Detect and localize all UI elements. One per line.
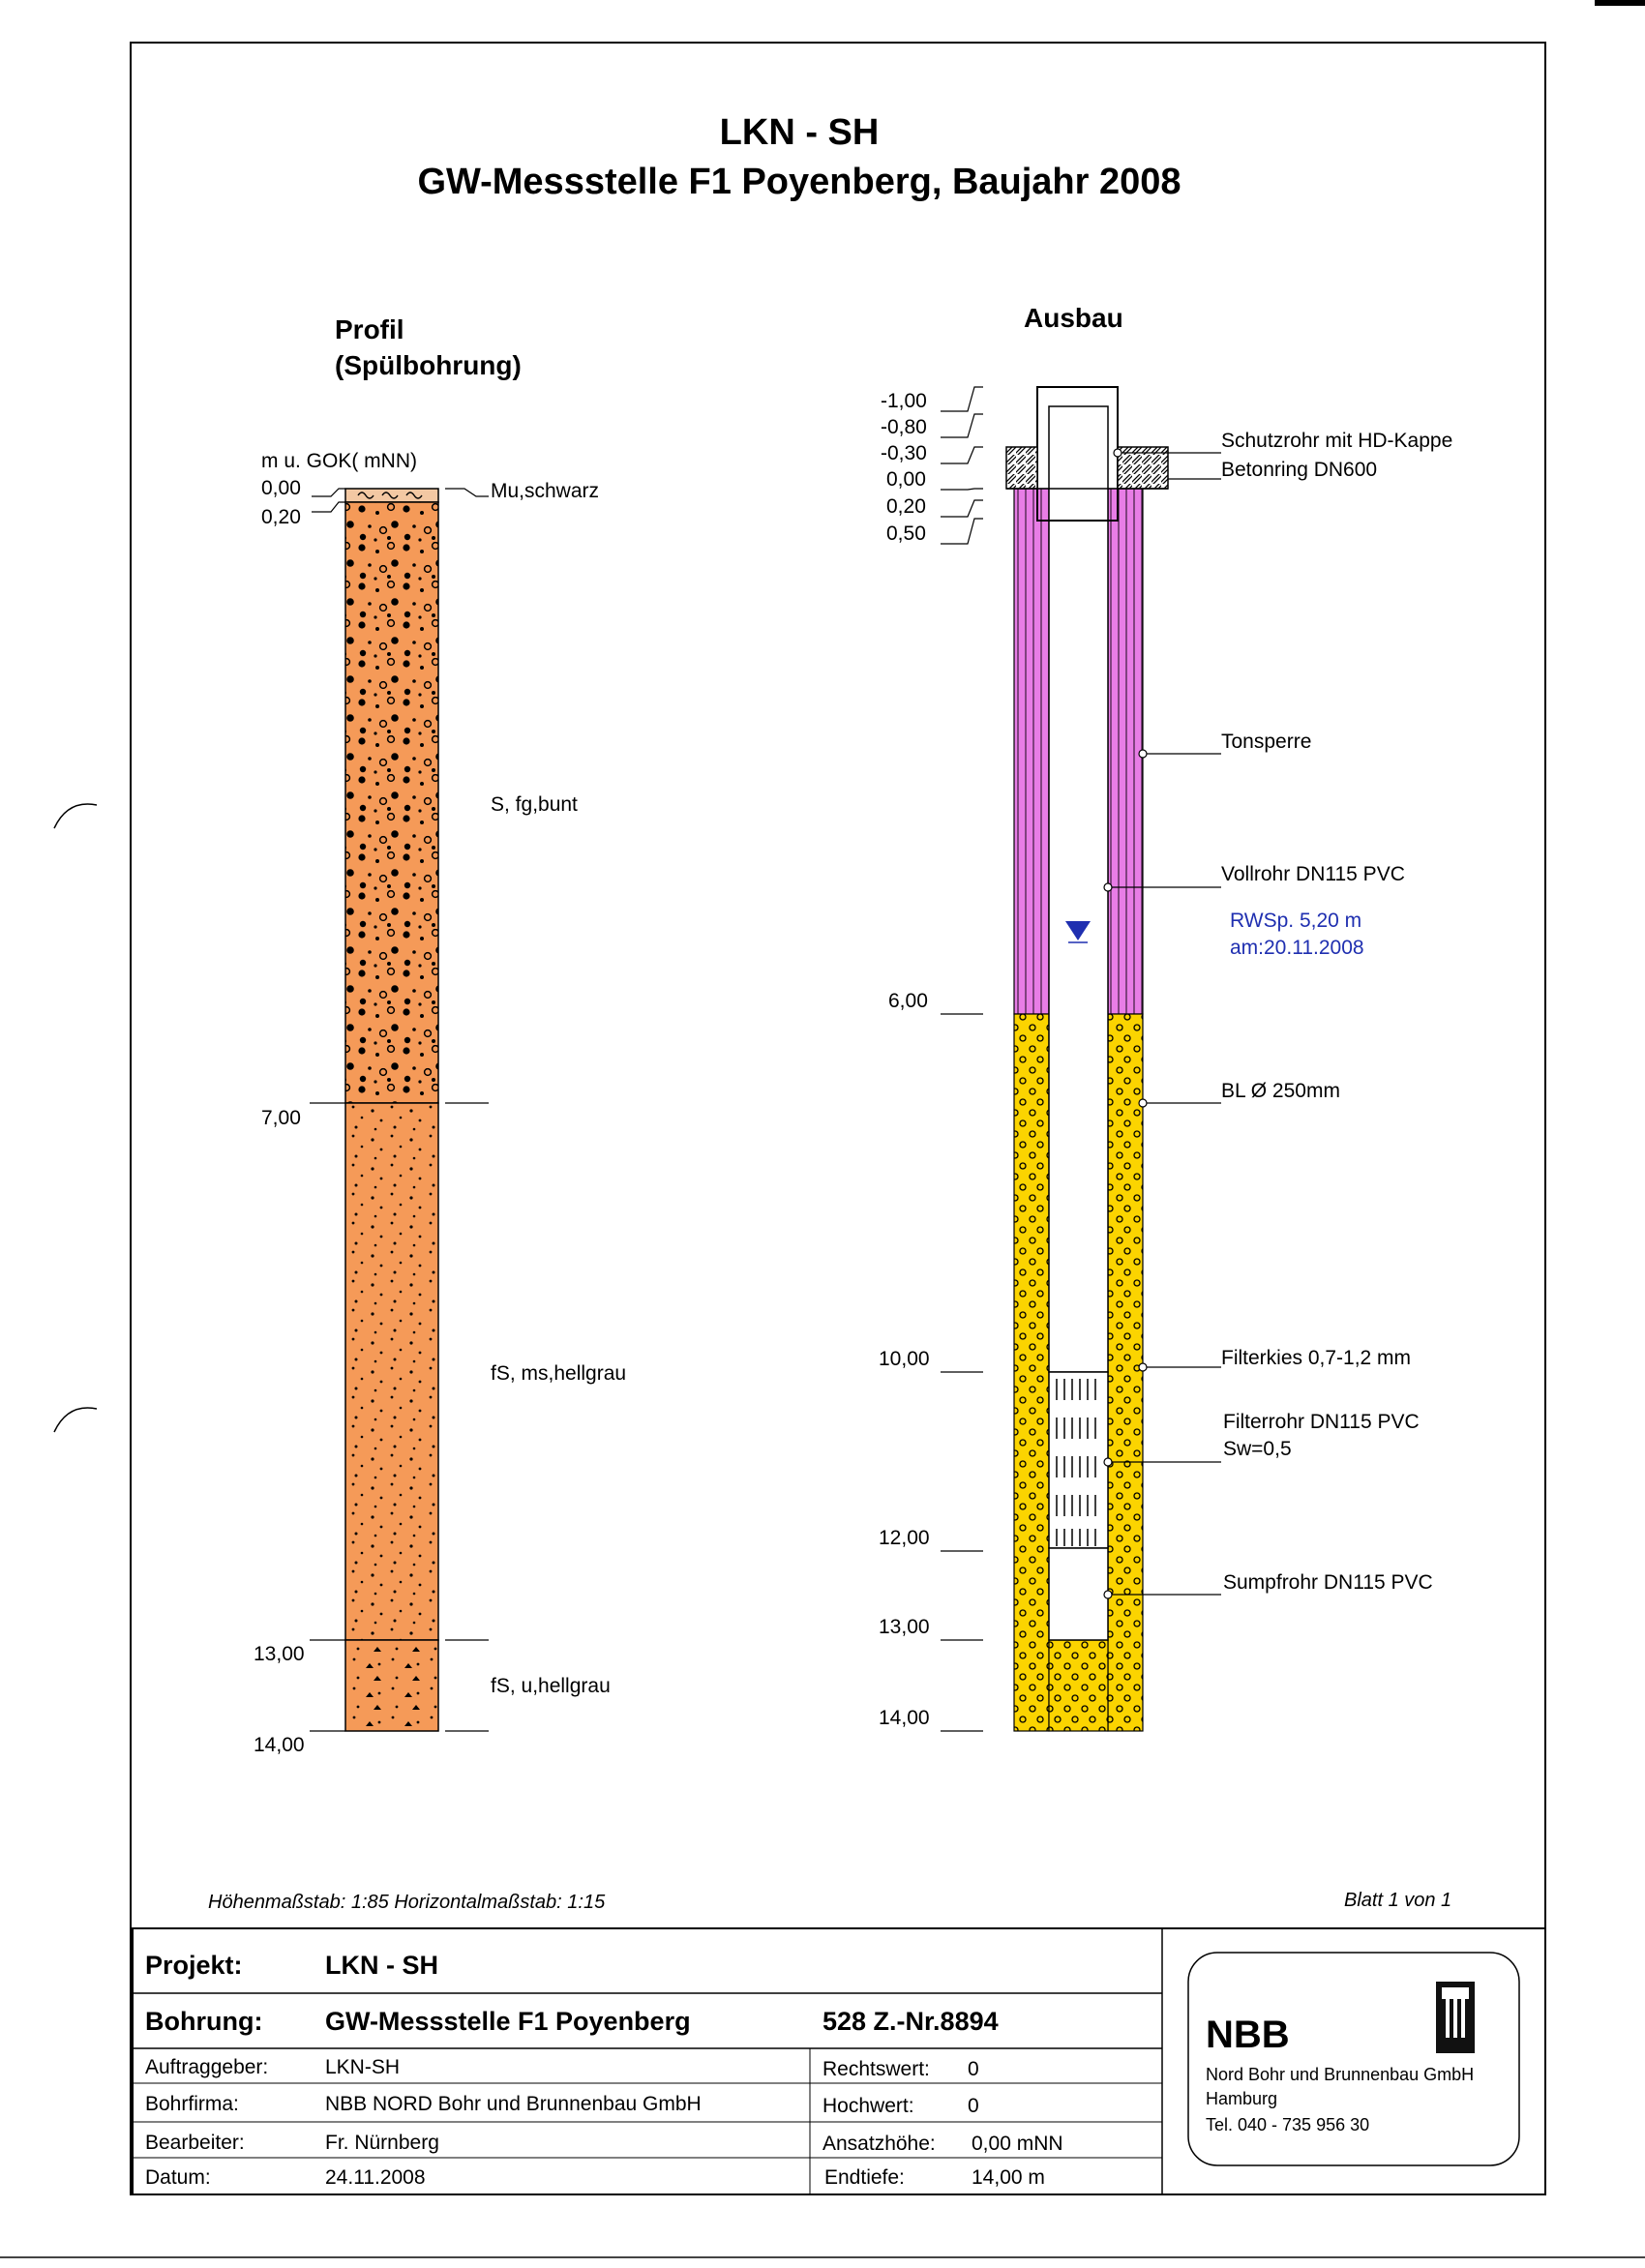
ausbau-depth-minus-1-00: -1,00 bbox=[881, 390, 927, 412]
ausbau-lower-depth-ticks bbox=[941, 1014, 983, 1731]
tb-rechtswert-label: Rechtswert: bbox=[822, 2058, 930, 2080]
layer-mutterboden bbox=[345, 489, 438, 502]
profil-subheading: (Spülbohrung) bbox=[335, 350, 522, 380]
ausbau-depth-0-00: 0,00 bbox=[886, 468, 926, 491]
tb-datum-label: Datum: bbox=[145, 2166, 211, 2189]
tb-auftraggeber-value: LKN-SH bbox=[325, 2056, 401, 2078]
scale-text: Höhenmaßstab: 1:85 Horizontalmaßstab: 1:15 bbox=[208, 1892, 606, 1913]
filterkies-right bbox=[1108, 1014, 1143, 1731]
label-tonsperre: Tonsperre bbox=[1221, 731, 1312, 753]
profil-depth-14-00: 14,00 bbox=[254, 1734, 305, 1756]
ausbau-depth-minus-0-30: -0,30 bbox=[881, 442, 927, 464]
tb-endtiefe-label: Endtiefe: bbox=[824, 2166, 905, 2189]
ausbau-depth-minus-0-80: -0,80 bbox=[881, 416, 927, 438]
punch-hole-mark bbox=[54, 1408, 97, 1432]
ausbau-depth-14-00: 14,00 bbox=[879, 1707, 930, 1729]
ausbau-depth-10-00: 10,00 bbox=[879, 1348, 930, 1370]
company-city: Hamburg bbox=[1206, 2089, 1278, 2108]
profil-heading: Profil bbox=[335, 314, 404, 344]
ausbau-top-depth-ticks bbox=[941, 387, 983, 544]
label-betonring: Betonring DN600 bbox=[1221, 459, 1378, 481]
label-filterkies: Filterkies 0,7-1,2 mm bbox=[1221, 1347, 1412, 1369]
tb-hochwert-label: Hochwert: bbox=[822, 2095, 914, 2117]
layer-label-s-fg-bunt: S, fg,bunt bbox=[491, 793, 578, 816]
tb-projekt-value: LKN - SH bbox=[325, 1951, 438, 1980]
tonsperre-right bbox=[1108, 489, 1143, 1014]
label-filterrohr-2: Sw=0,5 bbox=[1223, 1438, 1292, 1460]
layer-label-fs-u: fS, u,hellgrau bbox=[491, 1675, 611, 1697]
ausbau-depth-13-00: 13,00 bbox=[879, 1616, 930, 1638]
title-line-2: GW-Messstelle F1 Poyenberg, Baujahr 2008 bbox=[417, 162, 1181, 202]
vollrohr bbox=[1049, 406, 1108, 1372]
title-line-1: LKN - SH bbox=[719, 112, 880, 153]
tb-bohrung-nr: 528 Z.-Nr.8894 bbox=[822, 2007, 999, 2036]
layer-label-mu: Mu,schwarz bbox=[491, 480, 600, 502]
company-logo-text: NBB bbox=[1206, 2014, 1290, 2056]
tb-datum-value: 24.11.2008 bbox=[325, 2166, 426, 2189]
company-logo-icon bbox=[1436, 1982, 1475, 2053]
layer-feinsand-ms bbox=[345, 1103, 438, 1640]
ausbau-depth-0-50: 0,50 bbox=[886, 522, 926, 545]
layer-label-fs-ms: fS, ms,hellgrau bbox=[491, 1362, 627, 1385]
layer-feinsand-u bbox=[345, 1640, 438, 1731]
scan-edge-mark bbox=[1595, 0, 1645, 6]
label-bl: BL Ø 250mm bbox=[1221, 1080, 1340, 1102]
ausbau-depth-0-20: 0,20 bbox=[886, 495, 926, 518]
label-rwsp-2: am:20.11.2008 bbox=[1230, 937, 1364, 959]
profil-depth-0-00: 0,00 bbox=[261, 477, 301, 499]
tb-ansatzhoehe-label: Ansatzhöhe: bbox=[822, 2133, 936, 2155]
sumpfrohr bbox=[1049, 1548, 1108, 1640]
betonring-left bbox=[1006, 447, 1037, 489]
filterkies-left bbox=[1014, 1014, 1049, 1731]
label-filterrohr-1: Filterrohr DN115 PVC bbox=[1223, 1411, 1420, 1433]
tb-bearbeiter-value: Fr. Nürnberg bbox=[325, 2132, 439, 2154]
tb-ansatzhoehe-value: 0,00 mNN bbox=[972, 2133, 1063, 2155]
layer-sand-fg-bunt bbox=[345, 502, 438, 1103]
tb-bohrfirma-label: Bohrfirma: bbox=[145, 2093, 239, 2115]
profil-depth-0-20: 0,20 bbox=[261, 506, 301, 528]
profil-column bbox=[345, 489, 438, 1731]
filterkies-bottom bbox=[1049, 1640, 1108, 1731]
label-vollrohr: Vollrohr DN115 PVC bbox=[1221, 863, 1405, 885]
company-phone: Tel. 040 - 735 956 30 bbox=[1206, 2115, 1370, 2134]
tonsperre-left bbox=[1014, 489, 1049, 1014]
tb-bohrung-value: GW-Messstelle F1 Poyenberg bbox=[325, 2007, 691, 2036]
punch-hole-mark bbox=[54, 804, 97, 828]
profil-axis-label: m u. GOK( mNN) bbox=[261, 450, 417, 472]
profil-depth-7-00: 7,00 bbox=[261, 1107, 301, 1129]
tb-rechtswert-value: 0 bbox=[968, 2058, 979, 2080]
tb-bohrfirma-value: NBB NORD Bohr und Brunnenbau GmbH bbox=[325, 2093, 702, 2115]
tb-auftraggeber-label: Auftraggeber: bbox=[145, 2056, 269, 2078]
ausbau-depth-6-00: 6,00 bbox=[888, 990, 928, 1012]
ausbau-heading: Ausbau bbox=[1024, 303, 1123, 333]
company-name: Nord Bohr und Brunnenbau GmbH bbox=[1206, 2065, 1475, 2084]
tb-endtiefe-value: 14,00 m bbox=[972, 2166, 1045, 2189]
tb-hochwert-value: 0 bbox=[968, 2095, 979, 2117]
tb-projekt-label: Projekt: bbox=[145, 1951, 243, 1980]
tb-bearbeiter-label: Bearbeiter: bbox=[145, 2132, 245, 2154]
profil-depth-13-00: 13,00 bbox=[254, 1643, 305, 1665]
label-sumpfrohr: Sumpfrohr DN115 PVC bbox=[1223, 1571, 1433, 1594]
label-rwsp-1: RWSp. 5,20 m bbox=[1230, 910, 1362, 932]
ausbau-depth-12-00: 12,00 bbox=[879, 1527, 930, 1549]
tb-bohrung-label: Bohrung: bbox=[145, 2007, 263, 2036]
sheet-number: Blatt 1 von 1 bbox=[1344, 1890, 1452, 1911]
label-schutzrohr: Schutzrohr mit HD-Kappe bbox=[1221, 430, 1453, 452]
